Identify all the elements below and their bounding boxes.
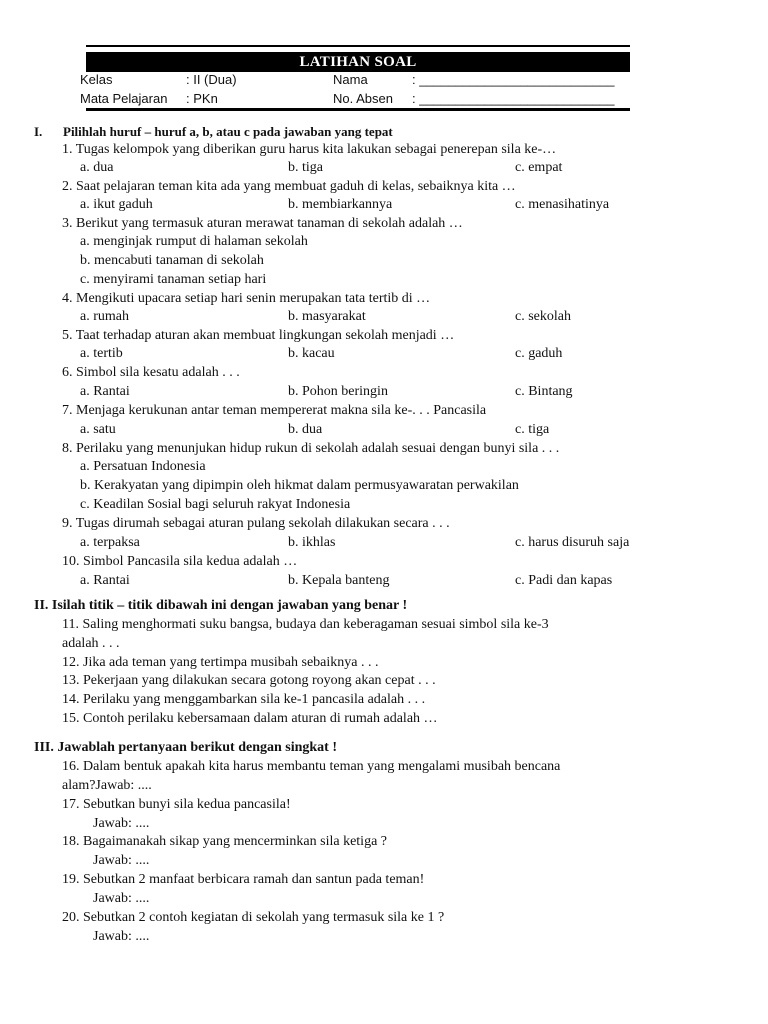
question-1: 1. Tugas kelompok yang diberikan guru harus kita lakukan sebagai penerepan sila ke-… <box>62 142 557 157</box>
answer-18: Jawab: .... <box>93 853 150 868</box>
question-18: 18. Bagaimanakah sikap yang mencerminkan sila ketiga ? <box>62 834 388 849</box>
question-4: 4. Mengikuti upacara setiap hari senin merupakan tata tertib di … <box>62 291 431 306</box>
header-bottom-rule <box>86 108 630 111</box>
question-11: 11. Saling menghormati suku bangsa, budaya dan keberagaman sesuai simbol sila ke-3 <box>62 617 549 632</box>
q4-option-c: c. sekolah <box>515 309 571 324</box>
q2-option-b: b. membiarkannya <box>288 197 393 212</box>
question-10: 10. Simbol Pancasila sila kedua adalah … <box>62 554 298 569</box>
question-14: 14. Perilaku yang menggambarkan sila ke-1 pancasila adalah . . . <box>62 692 426 707</box>
mapel-value: : PKn <box>186 91 218 106</box>
question-8: 8. Perilaku yang menunjukan hidup rukun di sekolah adalah sesuai dengan bunyi sila . . . <box>62 441 560 456</box>
q10-option-b: b. Kepala banteng <box>288 573 390 588</box>
q5-option-c: c. gaduh <box>515 346 563 361</box>
question-11-cont: adalah . . . <box>62 636 120 651</box>
question-16-cont: alam?Jawab: .... <box>62 778 152 793</box>
q4-option-a: a. rumah <box>80 309 129 324</box>
q6-option-a: a. Rantai <box>80 384 130 399</box>
q5-option-b: b. kacau <box>288 346 335 361</box>
question-17: 17. Sebutkan bunyi sila kedua pancasila! <box>62 797 291 812</box>
q1-option-c: c. empat <box>515 160 563 175</box>
q7-option-c: c. tiga <box>515 422 550 437</box>
answer-20: Jawab: .... <box>93 929 150 944</box>
absen-label: No. Absen <box>333 91 393 106</box>
q6-option-b: b. Pohon beringin <box>288 384 388 399</box>
q10-option-a: a. Rantai <box>80 573 130 588</box>
question-7: 7. Menjaga kerukunan antar teman mempererat makna sila ke-. . . Pancasila <box>62 403 487 418</box>
q1-option-b: b. tiga <box>288 160 323 175</box>
question-2: 2. Saat pelajaran teman kita ada yang membuat gaduh di kelas, sebaiknya kita … <box>62 179 516 194</box>
q9-option-b: b. ikhlas <box>288 535 336 550</box>
nama-field[interactable]: : ___________________________ <box>412 72 615 87</box>
q6-option-c: c. Bintang <box>515 384 573 399</box>
section3-title: III. Jawablah pertanyaan berikut dengan singkat ! <box>34 740 338 755</box>
header-top-rule <box>86 45 630 47</box>
question-20: 20. Sebutkan 2 contoh kegiatan di sekolah yang termasuk sila ke 1 ? <box>62 910 445 925</box>
question-9: 9. Tugas dirumah sebagai aturan pulang sekolah dilakukan secara . . . <box>62 516 450 531</box>
q1-option-a: a. dua <box>80 160 114 175</box>
question-13: 13. Pekerjaan yang dilakukan secara gotong royong akan cepat . . . <box>62 673 436 688</box>
section2-title: II. Isilah titik – titik dibawah ini dengan jawaban yang benar ! <box>34 598 408 613</box>
answer-19: Jawab: .... <box>93 891 150 906</box>
q4-option-b: b. masyarakat <box>288 309 366 324</box>
kelas-label: Kelas <box>80 72 113 87</box>
page-title: LATIHAN SOAL <box>86 52 630 72</box>
question-3: 3. Berikut yang termasuk aturan merawat tanaman di sekolah adalah … <box>62 216 463 231</box>
q8-option-c: c. Keadilan Sosial bagi seluruh rakyat Indonesia <box>80 497 351 512</box>
question-12: 12. Jika ada teman yang tertimpa musibah sebaiknya . . . <box>62 655 379 670</box>
question-19: 19. Sebutkan 2 manfaat berbicara ramah dan santun pada teman! <box>62 872 425 887</box>
q2-option-c: c. menasihatinya <box>515 197 610 212</box>
q2-option-a: a. ikut gaduh <box>80 197 153 212</box>
question-5: 5. Taat terhadap aturan akan membuat lingkungan sekolah menjadi … <box>62 328 455 343</box>
question-6: 6. Simbol sila kesatu adalah . . . <box>62 365 240 380</box>
q3-option-a: a. menginjak rumput di halaman sekolah <box>80 234 308 249</box>
section1-numeral: I. <box>34 124 43 139</box>
q10-option-c: c. Padi dan kapas <box>515 573 613 588</box>
q8-option-b: b. Kerakyatan yang dipimpin oleh hikmat dalam permusyawaratan perwakilan <box>80 478 519 493</box>
q3-option-b: b. mencabuti tanaman di sekolah <box>80 253 264 268</box>
section1-title: Pilihlah huruf – huruf a, b, atau c pada jawaban yang tepat <box>63 124 393 139</box>
nama-label: Nama <box>333 72 368 87</box>
q9-option-a: a. terpaksa <box>80 535 140 550</box>
q8-option-a: a. Persatuan Indonesia <box>80 459 206 474</box>
question-15: 15. Contoh perilaku kebersamaan dalam aturan di rumah adalah … <box>62 711 438 726</box>
question-16: 16. Dalam bentuk apakah kita harus membantu teman yang mengalami musibah bencana <box>62 759 561 774</box>
answer-17: Jawab: .... <box>93 816 150 831</box>
absen-field[interactable]: : ___________________________ <box>412 91 615 106</box>
q3-option-c: c. menyirami tanaman setiap hari <box>80 272 267 287</box>
q7-option-b: b. dua <box>288 422 323 437</box>
kelas-value: : II (Dua) <box>186 72 237 87</box>
q7-option-a: a. satu <box>80 422 116 437</box>
q9-option-c: c. harus disuruh saja <box>515 535 630 550</box>
q5-option-a: a. tertib <box>80 346 123 361</box>
mapel-label: Mata Pelajaran <box>80 91 168 106</box>
